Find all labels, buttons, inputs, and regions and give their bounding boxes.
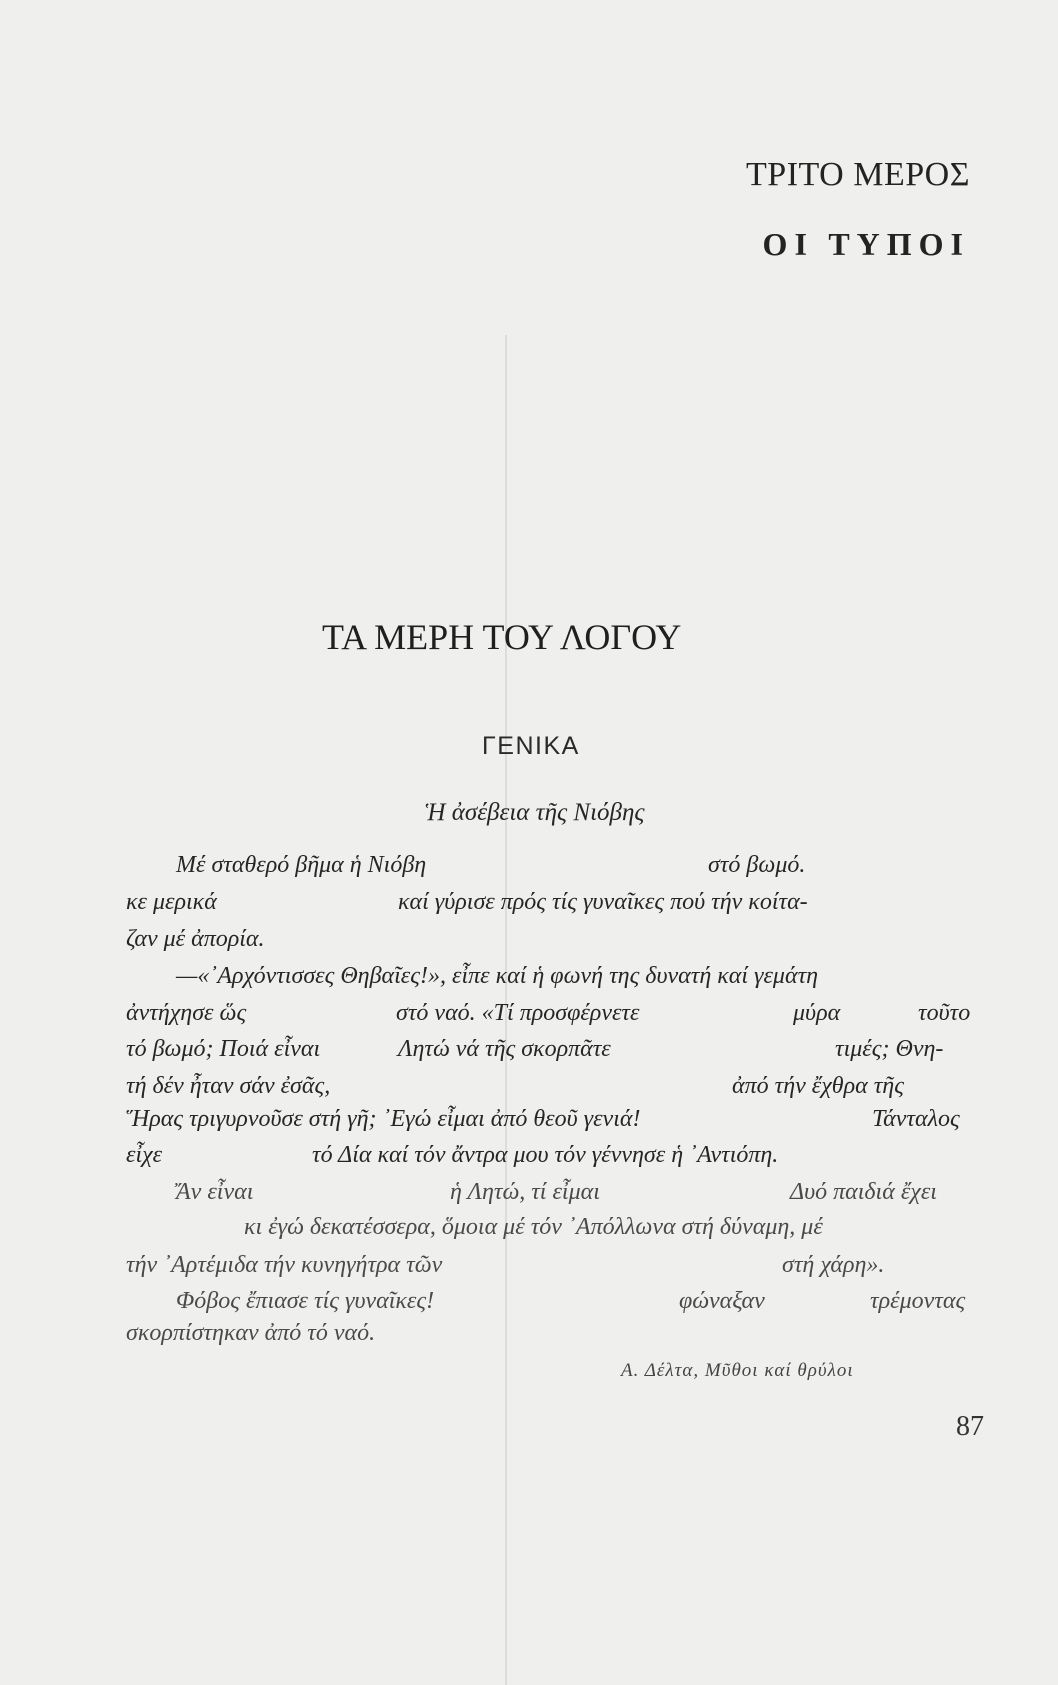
passage-line: τρέμοντας (870, 1288, 966, 1314)
passage-line: καί γύρισε πρός τίς γυναῖκες πού τήν κοίτα- (398, 889, 808, 915)
passage-line: στή χάρη». (782, 1252, 885, 1278)
attribution: Α. Δέλτα, Μῦθοι καί θρύλοι (621, 1360, 854, 1381)
subheading: ΓΕΝΙΚΑ (482, 732, 580, 760)
passage-line: μύρα (793, 1000, 841, 1026)
passage-line: Φόβος ἔπιασε τίς γυναῖκες! (176, 1288, 435, 1314)
part-title: ΤΡΙΤΟ ΜΕΡΟΣ (746, 156, 970, 193)
passage-line: τή δέν ἦταν σάν ἐσᾶς, (126, 1073, 331, 1099)
passage-line: κε μερικά (126, 889, 217, 915)
passage-line: —«᾿Αρχόντισσες Θηβαῖες!», εἶπε καί ἡ φωνή της δυνατή καί γεμάτη (176, 963, 819, 989)
passage-line: στό βωμό. (708, 852, 806, 878)
passage-line: Ἄν εἶναι (176, 1179, 254, 1205)
passage-line: τοῦτο (918, 1000, 971, 1026)
passage-line: ἡ Λητώ, τί εἶμαι (450, 1179, 600, 1205)
passage-line: σκορπίστηκαν ἀπό τό ναό. (126, 1320, 376, 1346)
page-number: 87 (956, 1411, 984, 1442)
passage-line: ἀντήχησε ὥς (126, 1000, 247, 1026)
passage-line: εἶχε (126, 1142, 163, 1168)
passage-line: Λητώ νά τῆς σκορπᾶτε (398, 1036, 611, 1062)
passage-line: τό Δία καί τόν ἄντρα μου τόν γέννησε ἡ ᾿Αντιόπη. (312, 1142, 779, 1168)
passage-line: Τάνταλος (872, 1106, 960, 1132)
passage-line: ζαν μέ ἀπορία. (126, 926, 265, 952)
passage-line: τήν ᾿Αρτέμιδα τήν κυνηγήτρα τῶν (126, 1252, 443, 1278)
passage-title: Ἡ ἀσέβεια τῆς Νιόβης (425, 799, 645, 826)
passage-line: Μέ σταθερό βῆμα ἡ Νιόβη (176, 852, 427, 878)
passage-line: τό βωμό; Ποιά εἶναι (126, 1036, 321, 1062)
passage-line: Δυό παιδιά ἔχει (790, 1179, 937, 1205)
chapter-title: ΤΑ ΜΕΡΗ ΤΟΥ ΛΟΓΟΥ (322, 617, 682, 657)
passage-line: κι ἐγώ δεκατέσσερα, ὅμοια μέ τόν ᾿Απόλλωνα στή δύναμη, μέ (244, 1214, 823, 1240)
passage-line: Ἥρας τριγυρνοῦσε στή γῆ; ᾿Εγώ εἶμαι ἀπό θεοῦ γενιά! (126, 1106, 641, 1132)
passage-line: ἀπό τήν ἔχθρα τῆς (732, 1073, 904, 1099)
passage-line: στό ναό. «Τί προσφέρνετε (396, 1000, 640, 1026)
passage-line: τιμές; Θνη- (835, 1036, 944, 1062)
passage-line: φώναξαν (679, 1288, 765, 1314)
section-title: ΟΙ ΤΥΠΟΙ (762, 226, 970, 262)
